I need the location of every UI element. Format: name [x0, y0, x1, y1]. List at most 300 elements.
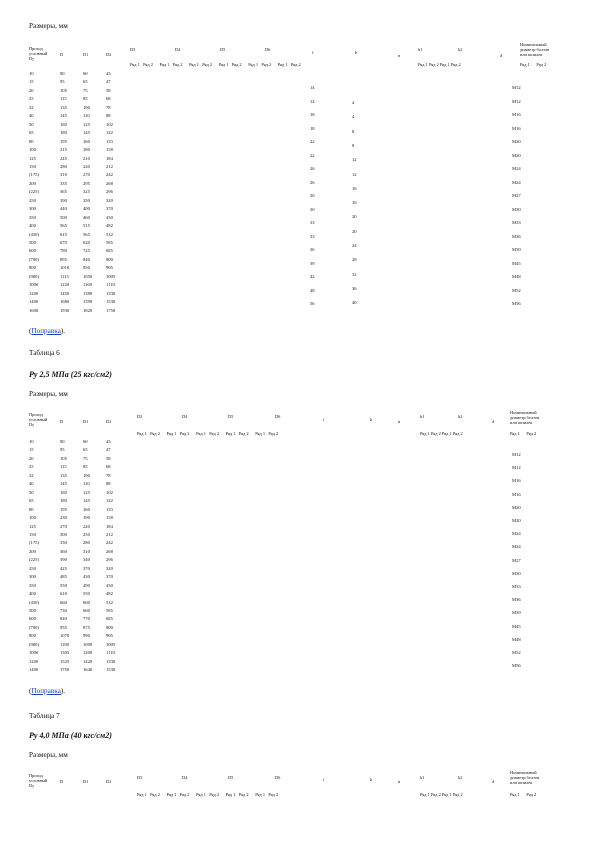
- cell-dn: 1000: [29, 650, 39, 656]
- cell-d1: 295: [83, 180, 90, 186]
- cell-d2: 68: [106, 96, 111, 102]
- cell-d2: 905: [106, 265, 113, 271]
- cell-d2: 58: [106, 455, 111, 461]
- cell-d1: 490: [83, 582, 90, 588]
- cell-dn: 40: [29, 481, 34, 487]
- cell-d2: 685: [106, 248, 113, 254]
- cell-d1: 600: [83, 599, 90, 605]
- cell-d1: 60: [83, 71, 88, 76]
- cell-d2: 133: [106, 138, 113, 144]
- cell-d1: 110: [83, 113, 90, 119]
- cell-bolt: M45: [512, 260, 521, 266]
- cell-d2: 1530: [106, 667, 116, 673]
- cell-d: 425: [60, 565, 67, 571]
- cell-bolt: M20: [512, 139, 521, 144]
- cell-d1: 100: [83, 472, 90, 478]
- cell-dn: (225): [29, 557, 39, 563]
- cell-bolt: M56: [512, 663, 521, 669]
- cell-n: 16: [352, 185, 357, 191]
- cell-dn: 50: [29, 121, 34, 127]
- cell-bolt: M12: [512, 452, 521, 457]
- table-header-2: Проход условный Dy: [29, 412, 48, 427]
- header3-d3: D3: [137, 775, 143, 780]
- cell-d1: 1640: [83, 667, 93, 673]
- cell-bolt: M30: [512, 206, 521, 212]
- cell-bolt: M20: [512, 152, 521, 158]
- cell-dn: (450): [29, 599, 39, 605]
- cell-d2: 122: [106, 130, 113, 136]
- cell-d: 1220: [60, 282, 70, 288]
- cell-bolt: M33: [512, 584, 521, 589]
- cell-d2: 102: [106, 489, 113, 495]
- cell-bolt: M12: [512, 465, 521, 471]
- cell-bolt: M45: [512, 623, 521, 629]
- cell-f: 30: [310, 193, 315, 198]
- cell-d: 330: [60, 540, 67, 546]
- cell-dn: (175): [29, 540, 39, 546]
- cell-n: 12: [352, 157, 357, 163]
- cell-f: 39: [310, 260, 315, 266]
- cell-d: 390: [60, 557, 67, 563]
- table7-title: Таблица 7: [29, 712, 60, 720]
- cell-d: 195: [60, 138, 67, 144]
- header-d6: D6: [265, 47, 271, 52]
- cell-dn: 350: [29, 214, 36, 220]
- cell-d2: 1005: [106, 641, 116, 647]
- cell-d: 780: [60, 248, 67, 254]
- cell-d: 195: [60, 506, 67, 512]
- cell-bolt: M33: [512, 220, 521, 225]
- cell-bolt: M16: [512, 478, 521, 484]
- cell-d1: 350: [83, 197, 90, 203]
- cell-d: 95: [60, 79, 65, 85]
- cell-d1: 125: [83, 121, 90, 127]
- cell-d1: 145: [83, 498, 90, 504]
- cell-d1: 75: [83, 455, 88, 461]
- header3-d5: D5: [228, 775, 234, 780]
- cell-d: 215: [60, 147, 67, 153]
- cell-d: 390: [60, 197, 67, 203]
- header2-b3: d: [492, 419, 495, 424]
- header-b1: b1: [418, 47, 423, 52]
- cell-d: 500: [60, 214, 67, 220]
- header2-f: f: [323, 417, 325, 422]
- ryad-row-2: Ряд 1 Ряд 2 Ряд 1 Ряд 2 Ряд 1 Ряд 2 Ряд 1 Ряд 2 Ряд 1 Ряд 2: [137, 431, 279, 436]
- cell-d2: 1330: [106, 658, 116, 664]
- header2-n: n: [398, 419, 401, 424]
- cell-d: 95: [60, 447, 65, 453]
- header-bolts: Номинальный диаметр болтов или шпилек: [520, 42, 550, 57]
- ryad-row-3b: Ряд 1 Ряд 2 Ряд 1 Ряд 2: [420, 792, 463, 797]
- cell-dn: 10: [29, 439, 34, 444]
- cell-d2: 78: [106, 472, 111, 478]
- cell-bolt: M56: [512, 301, 521, 306]
- cell-d1: 875: [83, 624, 90, 630]
- header-b2: b2: [458, 47, 463, 52]
- header2-d4: D4: [182, 414, 188, 419]
- cell-d1: 65: [83, 79, 88, 85]
- cell-d: 280: [60, 163, 67, 169]
- cell-dn: 80: [29, 506, 34, 512]
- header2-d3: D3: [137, 414, 143, 419]
- cell-dn: 20: [29, 87, 34, 93]
- cell-d2: 430: [106, 214, 113, 220]
- header2-b1: b1: [420, 414, 425, 419]
- cell-dn: 125: [29, 523, 36, 529]
- cell-d1: 280: [83, 540, 90, 546]
- header-d2: D2: [106, 52, 112, 57]
- cell-bolt: M52: [512, 650, 521, 655]
- cell-d1: 60: [83, 439, 88, 444]
- cell-d: 610: [60, 591, 67, 597]
- amend-link-1[interactable]: Поправка: [31, 327, 61, 335]
- cell-d1: 100: [83, 104, 90, 110]
- cell-d1: 1050: [83, 273, 93, 279]
- header3-d6: D6: [275, 775, 281, 780]
- cell-d1: 840: [83, 256, 90, 262]
- cell-d2: 370: [106, 574, 113, 580]
- cell-bolt: M39: [512, 247, 521, 252]
- header3-d2: D2: [106, 779, 112, 784]
- cell-d: 730: [60, 608, 67, 613]
- header-f: f: [312, 50, 314, 55]
- cell-d1: 460: [83, 214, 90, 220]
- cell-d: 360: [60, 548, 67, 554]
- cell-f: 33: [310, 220, 315, 225]
- cell-dn: 25: [29, 464, 34, 470]
- header3-n: n: [398, 779, 401, 784]
- cell-dn: 300: [29, 206, 36, 212]
- cell-dn: 1200: [29, 290, 39, 296]
- header-b3: d: [500, 53, 503, 58]
- header3-f: f: [323, 777, 325, 782]
- cell-d: 1070: [60, 633, 70, 639]
- cell-d2: 43: [106, 71, 111, 76]
- cell-d: 180: [60, 498, 67, 504]
- cell-f: 26: [310, 179, 315, 185]
- cell-d2: 102: [106, 121, 113, 127]
- cell-d2: 1330: [106, 290, 116, 296]
- header-h: h: [355, 50, 358, 55]
- cell-bolt: M20: [512, 504, 521, 510]
- cell-d1: 1090: [83, 641, 93, 647]
- cell-d: 1180: [60, 641, 70, 647]
- ryad-row-3: Ряд 1 Ряд 2 Ряд 1 Ряд 2 Ряд 1 Ряд 2 Ряд 1 Ряд 2 Ряд 1 Ряд 2: [137, 792, 279, 797]
- cell-d2: 482: [106, 591, 113, 597]
- cell-n: 4: [352, 100, 355, 105]
- cell-d2: 905: [106, 633, 113, 639]
- ryad-row: Ряд 1 Ряд 2 Ряд 1 Ряд 2 Ряд 1 Ряд 2 Ряд 1 Ряд 2 Ряд 1 Ряд 2 Ряд 1 Ряд 2: [130, 62, 301, 67]
- cell-n: 16: [352, 200, 357, 206]
- cell-d2: 296: [106, 189, 113, 195]
- cell-d: 1450: [60, 290, 70, 296]
- cell-f: 26: [310, 166, 315, 171]
- cell-bolt: M16: [512, 491, 521, 497]
- cell-d2: 1110: [106, 282, 115, 288]
- cell-n: 40: [352, 300, 357, 306]
- cell-n: 36: [352, 285, 357, 291]
- cell-bolt: M24: [512, 531, 521, 537]
- cell-d: 550: [60, 582, 67, 588]
- cell-f: 22: [310, 139, 315, 144]
- cell-f: 14: [310, 85, 315, 90]
- cell-d: 230: [60, 515, 67, 521]
- cell-dn: 65: [29, 498, 34, 504]
- cell-d: 895: [60, 256, 67, 262]
- cell-bolt: M12: [512, 98, 521, 104]
- cell-d1: 125: [83, 489, 90, 495]
- cell-d: 670: [60, 240, 67, 245]
- cell-d: 440: [60, 206, 67, 212]
- cell-d1: 1820: [83, 307, 93, 313]
- cell-d1: 770: [83, 616, 90, 622]
- cell-d1: 550: [83, 591, 90, 597]
- ryad-row-3-bolts: Ряд 1 Ряд 2: [510, 792, 537, 797]
- cell-d2: 242: [106, 540, 113, 546]
- cell-d: 1525: [60, 658, 70, 664]
- units-label-2: Размеры, мм: [29, 390, 68, 398]
- cell-dn: 65: [29, 130, 34, 136]
- cell-d2: 585: [106, 608, 113, 613]
- cell-d1: 725: [83, 248, 90, 254]
- cell-dn: 1600: [29, 307, 39, 313]
- cell-d2: 430: [106, 582, 113, 588]
- cell-dn: 32: [29, 104, 34, 110]
- cell-d1: 240: [83, 163, 90, 169]
- cell-dn: 100: [29, 147, 36, 153]
- cell-f: 22: [310, 152, 315, 158]
- cell-f: 42: [310, 274, 315, 279]
- cell-d2: 685: [106, 616, 113, 622]
- cell-bolt: M27: [512, 193, 521, 198]
- cell-f: 48: [310, 287, 315, 293]
- cell-d1: 515: [83, 223, 90, 229]
- cell-dn: 15: [29, 447, 34, 453]
- table6-heading: Ру 2,5 МПа (25 кгс/см2): [29, 370, 112, 379]
- cell-d1: 85: [83, 464, 88, 470]
- cell-bolt: M24: [512, 166, 521, 171]
- cell-d2: 1110: [106, 650, 115, 656]
- table-header-3: Проход условный Dy: [29, 773, 48, 788]
- cell-d1: 620: [83, 240, 90, 245]
- cell-d1: 310: [83, 548, 90, 554]
- cell-dn: 1000: [29, 282, 39, 288]
- cell-d: 115: [60, 96, 67, 102]
- cell-bolt: M16: [512, 112, 521, 117]
- cell-d2: 88: [106, 481, 111, 487]
- cell-d: 160: [60, 121, 67, 127]
- cell-dn: 80: [29, 138, 34, 144]
- cell-d1: 180: [83, 147, 90, 153]
- cell-d: 310: [60, 172, 67, 178]
- ryad-row-bolts: Ряд 1 Ряд 2: [520, 62, 547, 67]
- cell-d2: 320: [106, 197, 113, 203]
- cell-dn: 600: [29, 248, 36, 254]
- header2-b2: b2: [458, 414, 463, 419]
- cell-d: 245: [60, 155, 67, 161]
- header2-d1: D1: [83, 419, 89, 424]
- cell-dn: 300: [29, 574, 36, 580]
- cell-d1: 1420: [83, 658, 93, 664]
- cell-d1: 110: [83, 481, 90, 487]
- cell-d2: 158: [106, 515, 113, 521]
- cell-d: 160: [60, 489, 67, 495]
- cell-d2: 296: [106, 557, 113, 563]
- header2-d2: D2: [106, 419, 112, 424]
- cell-d: 1930: [60, 307, 70, 313]
- cell-f: 30: [310, 206, 315, 212]
- header2-bolts: Номинальный диаметр болтов или шпилек: [510, 410, 540, 425]
- header3-d: D: [60, 779, 64, 784]
- cell-d: 105: [60, 87, 67, 93]
- cell-d: 115: [60, 464, 67, 470]
- cell-bolt: M39: [512, 610, 521, 616]
- cell-d: 615: [60, 231, 67, 237]
- cell-d1: 75: [83, 87, 88, 93]
- header-d3: D3: [130, 47, 136, 52]
- cell-d1: 1200: [83, 650, 93, 656]
- cell-d2: 1005: [106, 273, 116, 279]
- cell-d: 660: [60, 599, 67, 605]
- cell-d2: 68: [106, 464, 111, 470]
- table-header: [29, 46, 47, 61]
- cell-d1: 1160: [83, 282, 93, 288]
- cell-dn: 250: [29, 197, 36, 203]
- cell-dn: 600: [29, 616, 36, 622]
- cell-bolt: M27: [512, 557, 521, 563]
- ryad-row-b: Ряд 1 Ряд 2 Ряд 1 Ряд 2: [418, 62, 461, 67]
- cell-d1: 325: [83, 189, 90, 195]
- cell-d: 1680: [60, 299, 70, 305]
- cell-dn: 150: [29, 531, 36, 537]
- cell-d: 300: [60, 531, 67, 537]
- units-label-3: Размеры, мм: [29, 751, 68, 759]
- header3-bolts: Номинальный диаметр болтов или шпилек: [510, 770, 540, 785]
- cell-dn: 800: [29, 633, 36, 639]
- cell-dn: 250: [29, 565, 36, 571]
- cell-d2: 532: [106, 231, 113, 237]
- cell-d: 90: [60, 439, 65, 444]
- cell-d2: 1750: [106, 307, 116, 313]
- cell-d2: 370: [106, 206, 113, 212]
- cell-d2: 268: [106, 180, 113, 186]
- cell-f: 18: [310, 112, 315, 117]
- cell-dn: (700): [29, 256, 39, 262]
- cell-bolt: M20: [512, 518, 521, 523]
- cell-dn: (900): [29, 641, 39, 647]
- cell-dn: 100: [29, 515, 36, 521]
- cell-d2: 133: [106, 506, 113, 512]
- cell-dn: 40: [29, 113, 34, 119]
- cell-d1: 210: [83, 155, 90, 161]
- header3-d1: D1: [83, 779, 89, 784]
- cell-d2: 158: [106, 147, 113, 153]
- cell-d1: 1380: [83, 290, 93, 296]
- cell-d2: 1530: [106, 299, 116, 305]
- cell-d: 90: [60, 71, 65, 76]
- units-label: Размеры, мм: [29, 22, 68, 30]
- cell-n: 20: [352, 214, 357, 220]
- cell-d2: 532: [106, 599, 113, 605]
- cell-d1: 1590: [83, 299, 93, 305]
- cell-dn: 350: [29, 582, 36, 588]
- cell-dn: 400: [29, 591, 36, 597]
- cell-dn: 500: [29, 240, 36, 245]
- cell-d1: 340: [83, 557, 90, 563]
- cell-dn: 500: [29, 608, 36, 613]
- cell-f: 36: [310, 247, 315, 252]
- amend-line-2: (Поправка).: [29, 687, 65, 695]
- cell-dn: 32: [29, 472, 34, 478]
- cell-dn: 25: [29, 96, 34, 102]
- table6-title: Таблица 6: [29, 349, 60, 357]
- cell-d: 840: [60, 616, 67, 622]
- cell-dn: (700): [29, 624, 39, 630]
- cell-d: 135: [60, 104, 67, 110]
- cell-d1: 250: [83, 531, 90, 537]
- cell-d1: 65: [83, 447, 88, 453]
- cell-n: 28: [352, 257, 357, 263]
- cell-d: 1115: [60, 273, 69, 279]
- header3-h: h: [370, 777, 373, 782]
- cell-d2: 184: [106, 523, 113, 529]
- cell-bolt: M36: [512, 597, 521, 603]
- cell-d1: 990: [83, 633, 90, 639]
- header3-b3: d: [492, 779, 495, 784]
- cell-d2: 184: [106, 155, 113, 161]
- cell-bolt: M48: [512, 636, 521, 642]
- cell-dn: 200: [29, 548, 36, 554]
- amend-line-1: (Поправка).: [29, 327, 65, 335]
- cell-d2: 585: [106, 240, 113, 245]
- cell-d2: 482: [106, 223, 113, 229]
- cell-f: 33: [310, 233, 315, 239]
- cell-bolt: M52: [512, 287, 521, 293]
- cell-d: 105: [60, 455, 67, 461]
- cell-d1: 190: [83, 515, 90, 521]
- cell-d2: 43: [106, 439, 111, 444]
- cell-bolt: M16: [512, 125, 521, 131]
- cell-d1: 370: [83, 565, 90, 571]
- cell-d: 1305: [60, 650, 70, 656]
- cell-d2: 122: [106, 498, 113, 504]
- cell-f: 14: [310, 98, 315, 104]
- cell-d2: 800: [106, 256, 113, 262]
- cell-dn: 15: [29, 79, 34, 85]
- cell-n: 8: [352, 128, 355, 134]
- header-dn: Проход условный Dy: [29, 46, 48, 61]
- amend-link-2[interactable]: Поправка: [31, 687, 61, 695]
- cell-dn: 200: [29, 180, 36, 186]
- cell-d2: 800: [106, 624, 113, 630]
- cell-d2: 58: [106, 87, 111, 93]
- cell-d: 955: [60, 624, 67, 630]
- cell-d: 1750: [60, 667, 70, 673]
- cell-d: 135: [60, 472, 67, 478]
- cell-d1: 160: [83, 138, 90, 144]
- cell-n: 8: [352, 142, 355, 148]
- cell-d: 180: [60, 130, 67, 136]
- cell-d1: 565: [83, 231, 90, 237]
- cell-d2: 47: [106, 79, 111, 85]
- cell-d: 565: [60, 223, 67, 229]
- cell-dn: 50: [29, 489, 34, 495]
- cell-d1: 660: [83, 608, 90, 613]
- cell-n: 4: [352, 114, 355, 120]
- cell-d1: 950: [83, 265, 90, 271]
- cell-n: 20: [352, 228, 357, 234]
- cell-d1: 220: [83, 523, 90, 529]
